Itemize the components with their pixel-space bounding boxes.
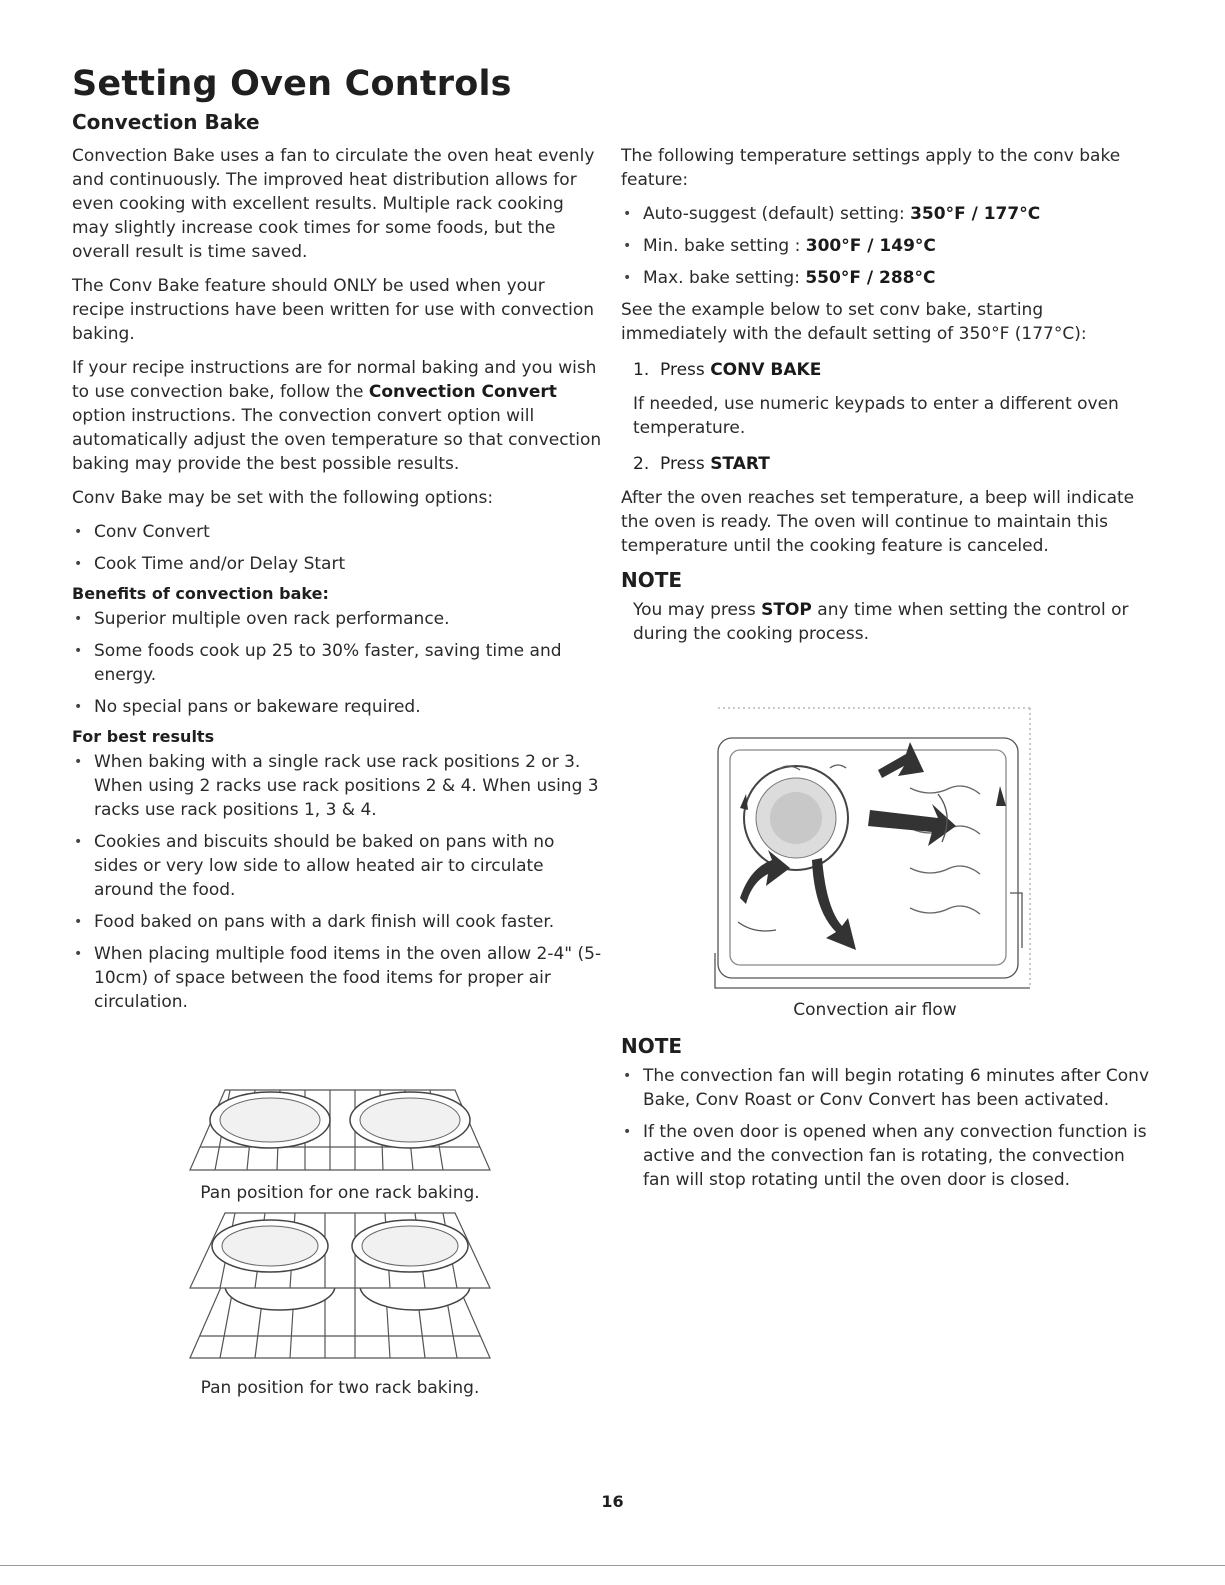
step-1-text: 1. Press <box>633 360 711 380</box>
list-item: • When placing multiple food items in the oven allow 2-4" (5-10cm) of space between the food items for proper air circulation. <box>72 942 602 1014</box>
intro-paragraph: Convection Bake uses a fan to circulate the oven heat evenly and continuously. The improved heat distribution allows for even cooking with excellent results. Multiple rack cooking may slightly increase cook times for some foods, but the overall result is time saved. <box>72 146 595 262</box>
best-results-list <box>72 750 602 1014</box>
step-2 <box>633 452 1151 476</box>
two-rack-caption: Pan position for two rack baking. <box>200 1378 480 1398</box>
page-number: 16 <box>601 1492 624 1511</box>
list-item <box>621 266 1151 290</box>
benefits-heading: Benefits of convection bake: <box>72 584 329 603</box>
note-1-text <box>633 598 1151 646</box>
list-item: • Superior multiple oven rack performance. <box>72 607 602 631</box>
options-list <box>72 520 602 576</box>
one-rack-illustration <box>185 1085 495 1175</box>
list-item: • Conv Convert <box>72 520 602 544</box>
start-key-label: START <box>710 454 770 474</box>
stop-key-label: STOP <box>761 600 812 620</box>
convert-text-after: option instructions. The convection convert option will automatically adjust the oven temperature so that convection baking may provide the best possible results. <box>72 406 602 474</box>
options-intro: Conv Bake may be set with the following options: <box>72 488 494 508</box>
note-1-title: NOTE <box>621 568 683 592</box>
note-1-after: any time when setting the control or during the cooking process. <box>633 600 1129 644</box>
two-rack-illustration <box>185 1208 495 1368</box>
two-rack-figure <box>185 1208 495 1400</box>
list-item: • Food baked on pans with a dark finish will cook faster. <box>72 910 602 934</box>
best-results-heading: For best results <box>72 727 215 746</box>
list-item: • Some foods cook up 25 to 30% faster, saving time and energy. <box>72 639 602 687</box>
note-2-list <box>621 1064 1151 1192</box>
convert-option-name: Convection Convert <box>368 382 557 402</box>
bottom-rule <box>0 1565 1225 1566</box>
airflow-caption: Convection air flow <box>793 1000 957 1020</box>
note-2 <box>621 1034 1151 1200</box>
oven-airflow-illustration <box>710 698 1040 993</box>
benefits-list <box>72 607 602 719</box>
conv-bake-usage-paragraph: The Conv Bake feature should ONLY be used when your recipe instructions have been written for use with convection baking. <box>72 276 595 344</box>
list-item <box>621 202 1151 226</box>
example-intro: See the example below to set conv bake, starting immediately with the default setting of 350°F (177°C): <box>621 300 1087 344</box>
convection-airflow-figure <box>710 698 1040 993</box>
list-item: • If the oven door is opened when any convection function is active and the convection fan is rotating, the convection fan will stop rotating until the oven door is closed. <box>621 1120 1151 1192</box>
temp-value: 350°F / 177°C <box>910 204 1041 224</box>
list-item: • Cookies and biscuits should be baked on pans with no sides or very low side to allow heated air to circulate around the food. <box>72 830 602 902</box>
right-column <box>621 144 1151 656</box>
temp-intro: The following temperature settings apply to the conv bake feature: <box>621 146 1121 190</box>
conv-bake-key-label: CONV BAKE <box>710 360 822 380</box>
temp-label: Auto-suggest (default) setting: <box>643 204 911 224</box>
list-item: • Cook Time and/or Delay Start <box>72 552 602 576</box>
temp-value: 300°F / 149°C <box>805 236 936 256</box>
temp-value: 550°F / 288°C <box>805 268 936 288</box>
page-title: Setting Oven Controls <box>72 64 512 104</box>
list-item: • When baking with a single rack use rack positions 2 or 3. When using 2 racks use rack positions 2 & 4. When using 3 racks use rack positions 1, 3 & 4. <box>72 750 602 822</box>
note-2-title: NOTE <box>621 1034 683 1058</box>
one-rack-caption: Pan position for one rack baking. <box>200 1183 480 1203</box>
list-item: • No special pans or bakeware required. <box>72 695 602 719</box>
temp-settings-list <box>621 202 1151 290</box>
list-item <box>621 234 1151 258</box>
section-title: Convection Bake <box>72 110 260 134</box>
convert-text-before: If your recipe instructions are for normal baking and you wish to use convection bake, follow the <box>72 358 597 402</box>
left-column <box>72 110 602 1022</box>
convert-paragraph <box>72 356 602 476</box>
step-2-text: 2. Press <box>633 454 711 474</box>
one-rack-figure <box>185 1085 495 1205</box>
step-1-note: If needed, use numeric keypads to enter a different oven temperature. <box>633 394 1119 438</box>
after-steps-paragraph: After the oven reaches set temperature, a beep will indicate the oven is ready. The oven will continue to maintain this temperature until the cooking feature is canceled. <box>621 488 1135 556</box>
note-1-before: You may press <box>633 600 762 620</box>
temp-label: Min. bake setting : <box>643 236 806 256</box>
list-item: • The convection fan will begin rotating 6 minutes after Conv Bake, Conv Roast or Conv Convert has been activated. <box>621 1064 1151 1112</box>
step-1 <box>633 358 1151 382</box>
temp-label: Max. bake setting: <box>643 268 806 288</box>
